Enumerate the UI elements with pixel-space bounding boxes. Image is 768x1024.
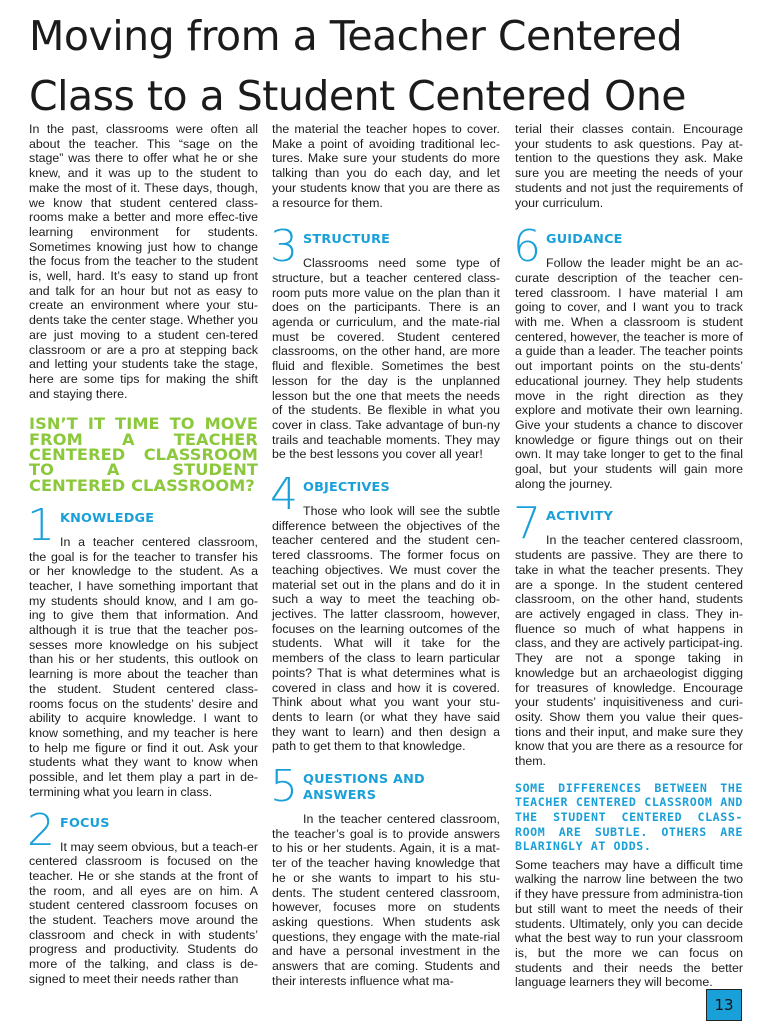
section-knowledge [27, 499, 258, 800]
section-body: In a teacher centered classroom, the goal is for the teacher to transfer his or her knowledge to the student. As a teacher, I have something important that my students should know, and I am go-ing to give them that information. And although it is true that the teacher pos-sesses more knowledge on his subject than his or her students, this outlook on learning is more about the teacher than the student. Student centered class-rooms focus on the students’ desire and ability to acquire knowledge. I want to know something, and my teacher is here to help me figure or find it out. Ask your students what they want to know when possible, and let them play a part in de-termining what you learn in class. [29, 534, 258, 799]
section-number: 3 [270, 221, 298, 273]
section-body: In the teacher centered classroom, the teacher’s goal is to provide answers to his or her students. Again, it is a mat-ter of the teacher having knowledge that he or she wants to impart to his stu-dents. The student centered classroom, however, focuses more on students asking questions. When students ask questions, they engage with the mate-rial and have a personal investment in the answers that are coming. Students and their interests influence what ma- [272, 812, 500, 988]
section-questions-and-answers [270, 761, 500, 988]
column-3 [515, 122, 743, 990]
pull-quote-blue: SOME DIFFERENCES BETWEEN THE TEACHER CENTERED CLASSROOM AND THE STUDENT CENTERED CLASS-ROOM ARE SUBTLE. OTHERS ARE BLARINGLY AT ODDS. [515, 780, 743, 854]
page-number: 13 [714, 996, 734, 1014]
section-number: 1 [27, 499, 55, 551]
title-line-1: Moving from a Teacher Centered [29, 12, 683, 60]
page-title [29, 6, 759, 126]
section-heading: QUESTIONS AND ANSWERS [303, 772, 425, 804]
section-heading: FOCUS [60, 815, 110, 831]
section-heading: ACTIVITY [546, 509, 614, 525]
section-focus [27, 804, 258, 987]
section-heading: STRUCTURE [303, 232, 391, 248]
focus-continuation: the material the teacher hopes to cover. Make a point of avoiding traditional lec-tures. Make sure your students do more talking than you do each day, and let your students know that you are there as a resource for them. [272, 122, 500, 210]
column-2 [272, 122, 500, 988]
page-number-badge [706, 989, 742, 1021]
section-heading: OBJECTIVES [303, 480, 390, 496]
section-number: 5 [270, 761, 298, 813]
section-heading: GUIDANCE [546, 232, 623, 248]
section-heading: KNOWLEDGE [60, 510, 155, 526]
section-body: In the teacher centered classroom, students are passive. They are there to take in what the teacher presents. They are a sponge. In the student centered classroom, on the other hand, students are actively engaged in class. They in-fluence so much of what happens in class, and they are actively participat-ing. They are not a sponge taking in knowledge but an archaeologist digging for treasures of knowledge. Encourage your students’ inquisitiveness and curi-osity. Show them you value their ques-tions and their input, and make sure they know that you are there as a resource for them. [515, 533, 743, 769]
section-number: 7 [513, 498, 541, 550]
column-1 [29, 122, 258, 987]
questions-continuation: terial their classes contain. Encourage your students to ask questions. Pay at-tention to the questions they ask. Make sure you are meeting the needs of your students and not just the requirements of your curriculum. [515, 122, 743, 210]
intro-paragraph: In the past, classrooms were often all about the teacher. This “sage on the stage” was there to offer what he or she knew, and it was up to the student to make the most of it. These days, though, we know that student centered class-rooms make a better and more effec-tive learning environment for students. Sometimes knowing just how to change the focus from the teacher to the student is, well, hard. It’s easy to stand up front and talk for an hour but not as easy to create an environment where your stu-dents take the center stage. Whether you are just moving to a student cen-tered classroom or are a pro at stepping back and letting your students take the stage, here are some tips for making the shift and staying there. [29, 122, 258, 401]
section-body: Those who look will see the subtle difference between the objectives of the teacher centered and the student cen-tered classrooms. The former focus on teaching objectives. We must cover the material set out in the plans and do it in such a way to meet the teaching ob-jectives. The latter classroom, however, focuses on the learning outcomes of the students. What will it take for the members of the class to learn particular points? That is what determines what is covered in class and how it is covered. Think about what you want your stu-dents to learn (or what they have said they want to learn) and then design a path to get them to that knowledge. [272, 504, 500, 754]
section-body: Follow the leader might be an ac-curate description of the teacher cen-tered classroom. I have material I am going to cover, and I want you to track with me. When a classroom is student centered, however, the teacher is more of a guide than a leader. The teacher points out important points on the stu-dents’ educational journey. They help students move in the right direction as they explore and motivate their own learning. Give your students a chance to discover knowledge or figure things out on their own. It may take longer to get to the final goal, but your students will gain more along the journey. [515, 256, 743, 491]
section-body: Classrooms need some type of structure, but a teacher centered class-room puts more value on the plan than it does on the participants. There is an agenda or curriculum, and the mate-rial must be covered. Student centered classrooms, on the other hand, are more fluid and flexible. Sometimes the best lesson for the day is the unplanned lesson but the one that meets the needs of the students. Be flexible in what you cover in class. Take advantage of bun-ny trails and teachable moments. They may be the best lessons you cover all year! [272, 256, 500, 462]
section-number: 6 [513, 221, 541, 273]
section-guidance [513, 221, 743, 491]
section-objectives [270, 469, 500, 754]
section-number: 4 [270, 469, 298, 521]
section-body: It may seem obvious, but a teach-er centered classroom is focused on the teacher. He or she stands at the front of the room, and all eyes are on him. A student centered classroom focuses on the student. Teachers move around the classroom and check in with students’ progress and productivity. Students do more of the talking, and class is de-signed to meet their needs rather than [29, 839, 258, 986]
section-activity [513, 498, 743, 769]
pull-quote-green: ISN’T IT TIME TO MOVE FROM A TEACHER CENTERED CLASSROOM TO A STUDENT CENTERED CLASSROOM? [29, 414, 258, 495]
section-number: 2 [27, 804, 55, 856]
section-structure [270, 221, 500, 462]
closing-paragraph: Some teachers may have a difficult time walking the narrow line between the two if they have pressure from administra-tion but still want to meet the needs of their students. Ultimately, only you can decide what the best way to run your classroom is, but the more we can focus on students and their needs the better language learners they will become. [515, 857, 743, 990]
title-line-2: Class to a Student Centered One [29, 72, 687, 120]
